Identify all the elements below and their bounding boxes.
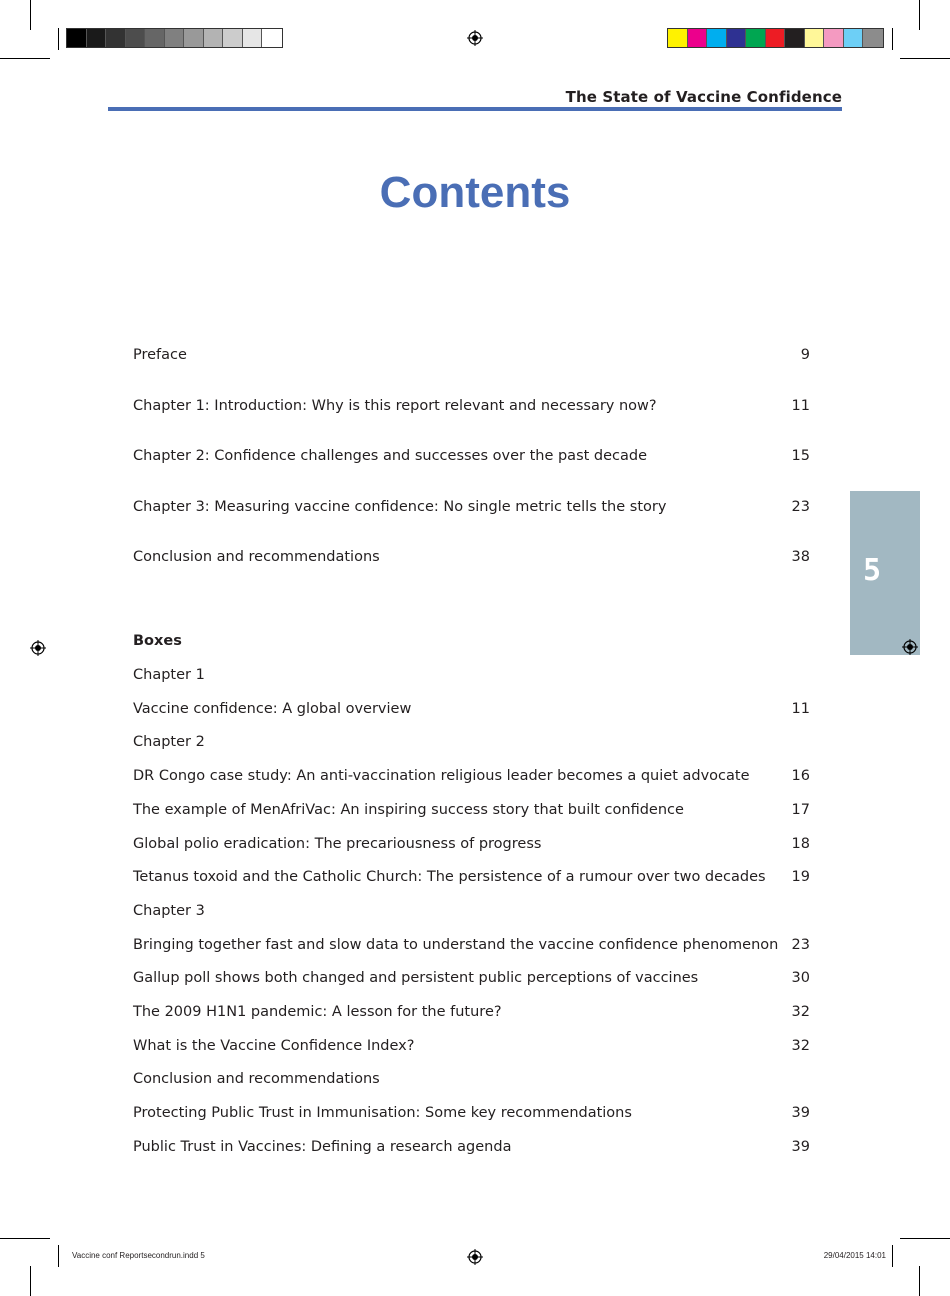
- box-entry-label: The 2009 H1N1 pandemic: A lesson for the future?: [133, 1004, 502, 1020]
- color-swatch: [844, 29, 864, 47]
- box-entry[interactable]: [133, 868, 810, 886]
- box-entry-page: 32: [791, 1004, 810, 1020]
- slug-date: 29/04/2015 14:01: [823, 1251, 886, 1260]
- grey-swatch: [204, 29, 224, 47]
- toc-entry-label: Chapter 3: Measuring vaccine confidence: No single metric tells the story: [133, 499, 667, 515]
- toc-entry-page: 9: [800, 347, 810, 363]
- boxes-chapter-label: Chapter 2: [133, 734, 205, 750]
- color-swatch: [727, 29, 747, 47]
- box-entry-label: Bringing together fast and slow data to understand the vaccine confidence phenomenon: [133, 937, 779, 953]
- grey-swatch: [184, 29, 204, 47]
- box-entry[interactable]: [133, 801, 810, 819]
- grey-swatch: [67, 29, 87, 47]
- box-entry-label: DR Congo case study: An anti-vaccination religious leader becomes a quiet advocate: [133, 768, 750, 784]
- boxes-chapter-label: Chapter 1: [133, 667, 205, 683]
- registration-mark-icon: [30, 640, 46, 656]
- boxes-heading: Boxes: [133, 633, 182, 649]
- boxes-chapter-label: Chapter 3: [133, 903, 205, 919]
- box-entry-page: 16: [791, 768, 810, 784]
- toc-entry-page: 23: [791, 499, 810, 515]
- toc-entry-label: Chapter 2: Confidence challenges and successes over the past decade: [133, 448, 648, 464]
- crop-mark: [900, 58, 950, 59]
- page-title: Contents: [379, 168, 571, 217]
- crop-mark: [30, 1266, 31, 1296]
- toc-entry[interactable]: [133, 397, 810, 415]
- box-entry-label: Protecting Public Trust in Immunisation: Some key recommendations: [133, 1105, 632, 1121]
- toc-entry-page: 38: [791, 549, 810, 565]
- toc-entry[interactable]: [133, 548, 810, 566]
- box-entry-label: Vaccine confidence: A global overview: [133, 701, 412, 717]
- registration-mark-icon: [467, 1249, 483, 1265]
- toc-entry[interactable]: [133, 346, 810, 364]
- crop-mark: [30, 0, 31, 30]
- grey-swatch: [223, 29, 243, 47]
- chapter-side-tab: [850, 491, 920, 655]
- running-head: The State of Vaccine Confidence: [565, 88, 842, 106]
- registration-mark-icon: [902, 639, 918, 655]
- crop-mark: [892, 1245, 893, 1267]
- box-entry-page: 32: [791, 1038, 810, 1054]
- toc-entry-label: Chapter 1: Introduction: Why is this report relevant and necessary now?: [133, 398, 657, 414]
- box-entry-page: 23: [791, 937, 810, 953]
- box-entry-page: 39: [791, 1105, 810, 1121]
- color-swatch: [766, 29, 786, 47]
- color-calibration-bar: [667, 28, 884, 48]
- crop-mark: [919, 0, 920, 30]
- box-entry-page: 19: [791, 869, 810, 885]
- grey-swatch: [262, 29, 282, 47]
- box-entry[interactable]: [133, 1003, 810, 1021]
- box-entry-page: 17: [791, 802, 810, 818]
- color-swatch: [746, 29, 766, 47]
- page-number: 5: [862, 553, 882, 588]
- crop-mark: [58, 1245, 59, 1267]
- toc-entry-page: 15: [791, 448, 810, 464]
- boxes-chapter-label: Conclusion and recommendations: [133, 1071, 380, 1087]
- box-entry-page: 30: [791, 970, 810, 986]
- registration-mark-icon: [467, 30, 483, 46]
- header-rule: [108, 107, 842, 111]
- box-entry[interactable]: [133, 1138, 810, 1156]
- crop-mark: [892, 28, 893, 50]
- grey-swatch: [87, 29, 107, 47]
- toc-entry-label: Preface: [133, 347, 187, 363]
- box-entry-label: Tetanus toxoid and the Catholic Church: The persistence of a rumour over two decades: [133, 869, 766, 885]
- box-entry-label: Public Trust in Vaccines: Defining a research agenda: [133, 1139, 512, 1155]
- box-entry[interactable]: [133, 767, 810, 785]
- toc-entry-page: 11: [791, 398, 810, 414]
- toc-entry-label: Conclusion and recommendations: [133, 549, 380, 565]
- crop-mark: [919, 1266, 920, 1296]
- grey-calibration-bar: [66, 28, 283, 48]
- grey-swatch: [126, 29, 146, 47]
- color-swatch: [805, 29, 825, 47]
- box-entry-page: 39: [791, 1139, 810, 1155]
- box-entry[interactable]: [133, 700, 810, 718]
- box-entry[interactable]: [133, 835, 810, 853]
- grey-swatch: [165, 29, 185, 47]
- box-entry-label: What is the Vaccine Confidence Index?: [133, 1038, 415, 1054]
- toc-entry[interactable]: [133, 447, 810, 465]
- color-swatch: [688, 29, 708, 47]
- crop-mark: [0, 58, 50, 59]
- color-swatch: [668, 29, 688, 47]
- box-entry[interactable]: [133, 969, 810, 987]
- crop-mark: [58, 28, 59, 50]
- box-entry[interactable]: [133, 936, 810, 954]
- grey-swatch: [106, 29, 126, 47]
- box-entry-page: 18: [791, 836, 810, 852]
- box-entry-label: Gallup poll shows both changed and persistent public perceptions of vaccines: [133, 970, 699, 986]
- color-swatch: [707, 29, 727, 47]
- slug-filename: Vaccine conf Reportsecondrun.indd 5: [72, 1251, 205, 1260]
- grey-swatch: [145, 29, 165, 47]
- color-swatch: [863, 29, 883, 47]
- box-entry-label: Global polio eradication: The precariousness of progress: [133, 836, 542, 852]
- box-entry[interactable]: [133, 1104, 810, 1122]
- crop-mark: [0, 1238, 50, 1239]
- box-entry[interactable]: [133, 1037, 810, 1055]
- toc-entry[interactable]: [133, 498, 810, 516]
- crop-mark: [900, 1238, 950, 1239]
- box-entry-label: The example of MenAfriVac: An inspiring success story that built confidence: [133, 802, 684, 818]
- grey-swatch: [243, 29, 263, 47]
- color-swatch: [785, 29, 805, 47]
- color-swatch: [824, 29, 844, 47]
- box-entry-page: 11: [791, 701, 810, 717]
